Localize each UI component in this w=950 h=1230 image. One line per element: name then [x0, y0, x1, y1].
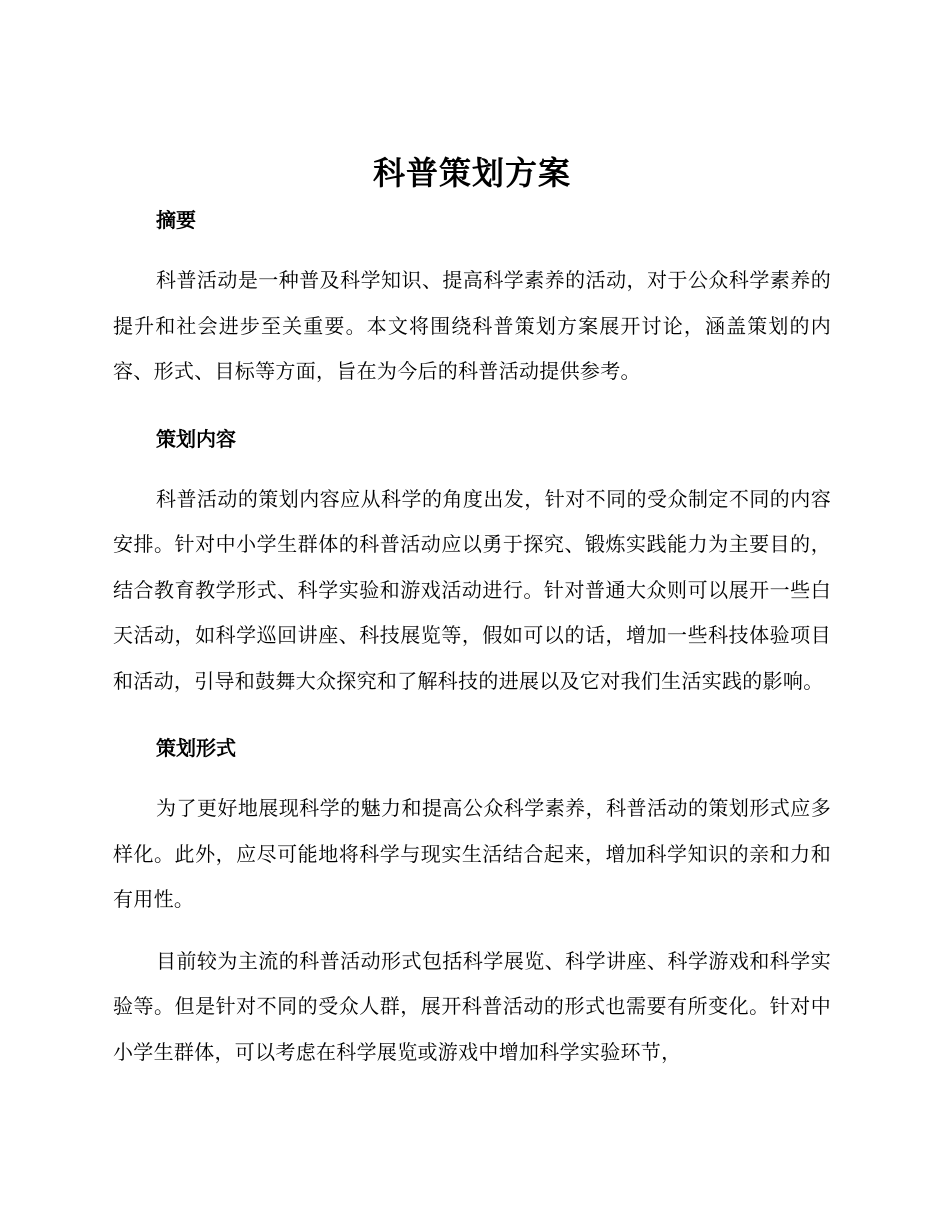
- paragraph-planning-content: 科普活动的策划内容应从科学的角度出发，针对不同的受众制定不同的内容安排。针对中小学生群体的科普活动应以勇于探究、锻炼实践能力为主要目的，结合教育教学形式、科学实验和游戏活动进行。针对普通大众则可以展开一些白天活动，如科学巡回讲座、科技展览等，假如可以的话，增加一些科技体验项目和活动，引导和鼓舞大众探究和了解科技的进展以及它对我们生活实践的影响。: [113, 486, 831, 693]
- document-body: [113, 148, 831, 1075]
- page-title: 科普策划方案: [372, 154, 571, 192]
- paragraph-planning-form-2: 目前较为主流的科普活动形式包括科学展览、科学讲座、科学游戏和科学实验等。但是针对不同的受众人群，展开科普活动的形式也需要有所变化。针对中小学生群体，可以考虑在科学展览或游戏中增加科学实验环节，: [113, 948, 831, 1064]
- paragraph-abstract: 科普活动是一种普及科学知识、提高科学素养的活动，对于公众科学素养的提升和社会进步至关重要。本文将围绕科普策划方案展开讨论，涵盖策划的内容、形式、目标等方面，旨在为今后的科普活动提供参考。: [113, 268, 831, 383]
- section-heading-planning-content: 策划内容: [156, 426, 236, 451]
- section-heading-abstract: 摘要: [156, 208, 196, 232]
- paragraph-planning-form-1: 为了更好地展现科学的魅力和提高公众科学素养，科普活动的策划形式应多样化。此外，应尽可能地将科学与现实生活结合起来，增加科学知识的亲和力和有用性。: [113, 796, 831, 911]
- section-heading-planning-form: 策划形式: [156, 736, 236, 760]
